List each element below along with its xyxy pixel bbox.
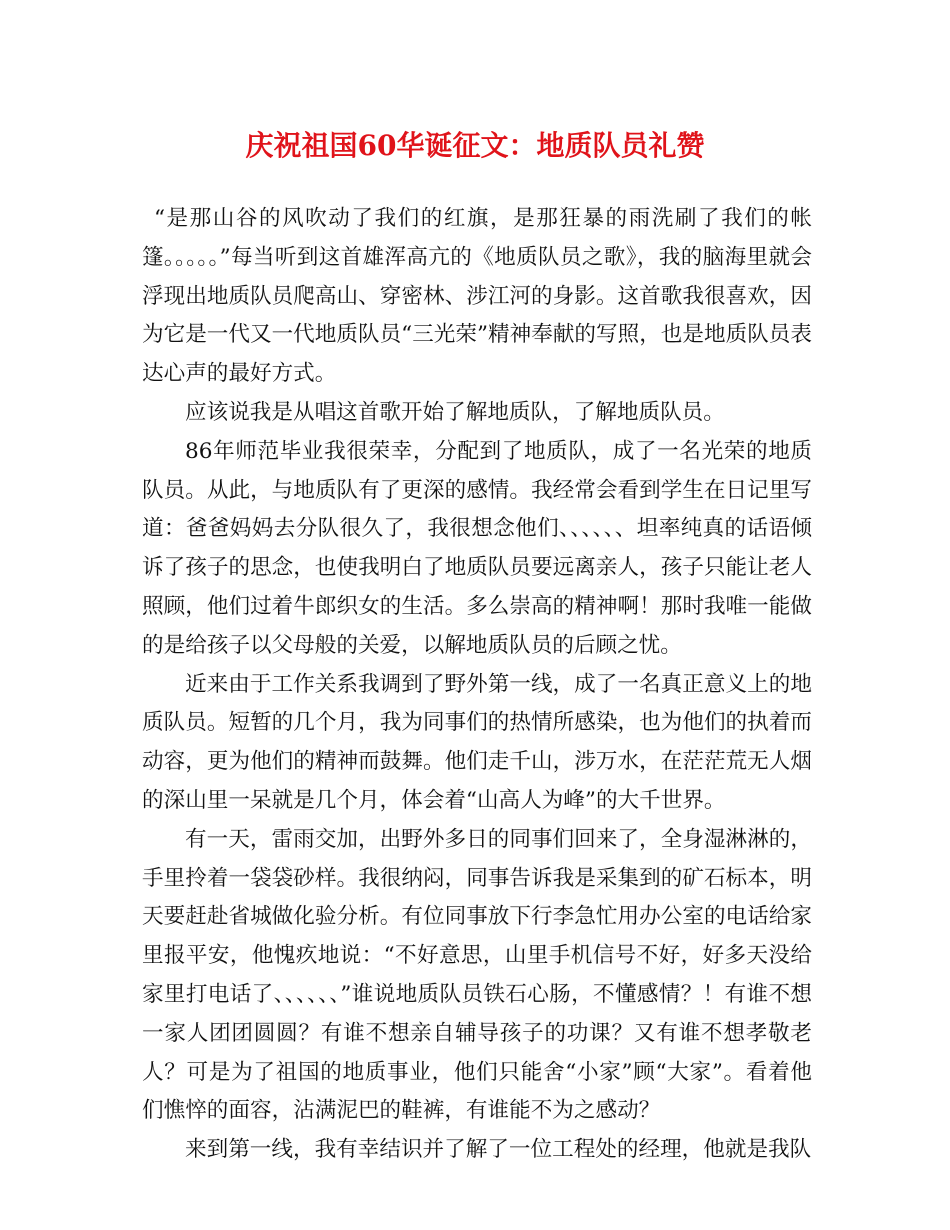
paragraph: 有一天，雷雨交加，出野外多日的同事们回来了，全身湿淋淋的，手里拎着一袋袋砂样。我很纳闷，同事告诉我是采集到的矿石标本，明天要赶赴省城做化验分析。有位同事放下行李急忙用办公室的电话给家里报平安，他愧疚地说：“不好意思，山里手机信号不好，好多天没给家里打电话了、、、、、、”谁说地质队员铁石心肠，不懂感情？！有谁不想一家人团团圆圆？有谁不想亲自辅导孩子的功课？又有谁不想孝敬老人？可是为了祖国的地质事业，他们只能舍“小家”顾“大家”。看着他们憔悴的面容，沾满泥巴的鞋裤，有谁能不为之感动？ [142, 826, 812, 1124]
document-title: 庆祝祖国60华诞征文：地质队员礼赞 [245, 129, 705, 162]
paragraph: 86年师范毕业我很荣幸，分配到了地质队，成了一名光荣的地质队员。从此，与地质队有了更深的感情。我经常会看到学生在日记里写道：爸爸妈妈去分队很久了，我很想念他们、、、、、、坦率纯真的话语倾诉了孩子的思念，也使我明白了地质队员要远离亲人，孩子只能让老人照顾，他们过着牛郎织女的生活。多么崇高的精神啊！那时我唯一能做的是给孩子以父母般的关爱，以解地质队员的后顾之忧。 [142, 438, 812, 658]
paragraph: “是那山谷的风吹动了我们的红旗，是那狂暴的雨洗刷了我们的帐篷。。。。。”每当听到这首雄浑高亢的《地质队员之歌》，我的脑海里就会浮现出地质队员爬高山、穿密林、涉江河的身影。这首歌我很喜欢，因为它是一代又一代地质队员“三光荣”精神奉献的写照，也是地质队员表达心声的最好方式。 [142, 206, 812, 387]
paragraph: 应该说我是从唱这首歌开始了解地质队，了解地质队员。 [185, 399, 725, 425]
document-body [142, 200, 812, 1170]
paragraph: 来到第一线，我有幸结识并了解了一位工程处的经理，他就是我队 [185, 1137, 812, 1163]
paragraph: 近来由于工作关系我调到了野外第一线，成了一名真正意义上的地质队员。短暂的几个月，我为同事们的热情所感染，也为他们的执着而动容，更为他们的精神而鼓舞。他们走千山，涉万水，在茫茫荒无人烟的深山里一呆就是几个月，体会着“山高人为峰”的大千世界。 [142, 671, 812, 813]
